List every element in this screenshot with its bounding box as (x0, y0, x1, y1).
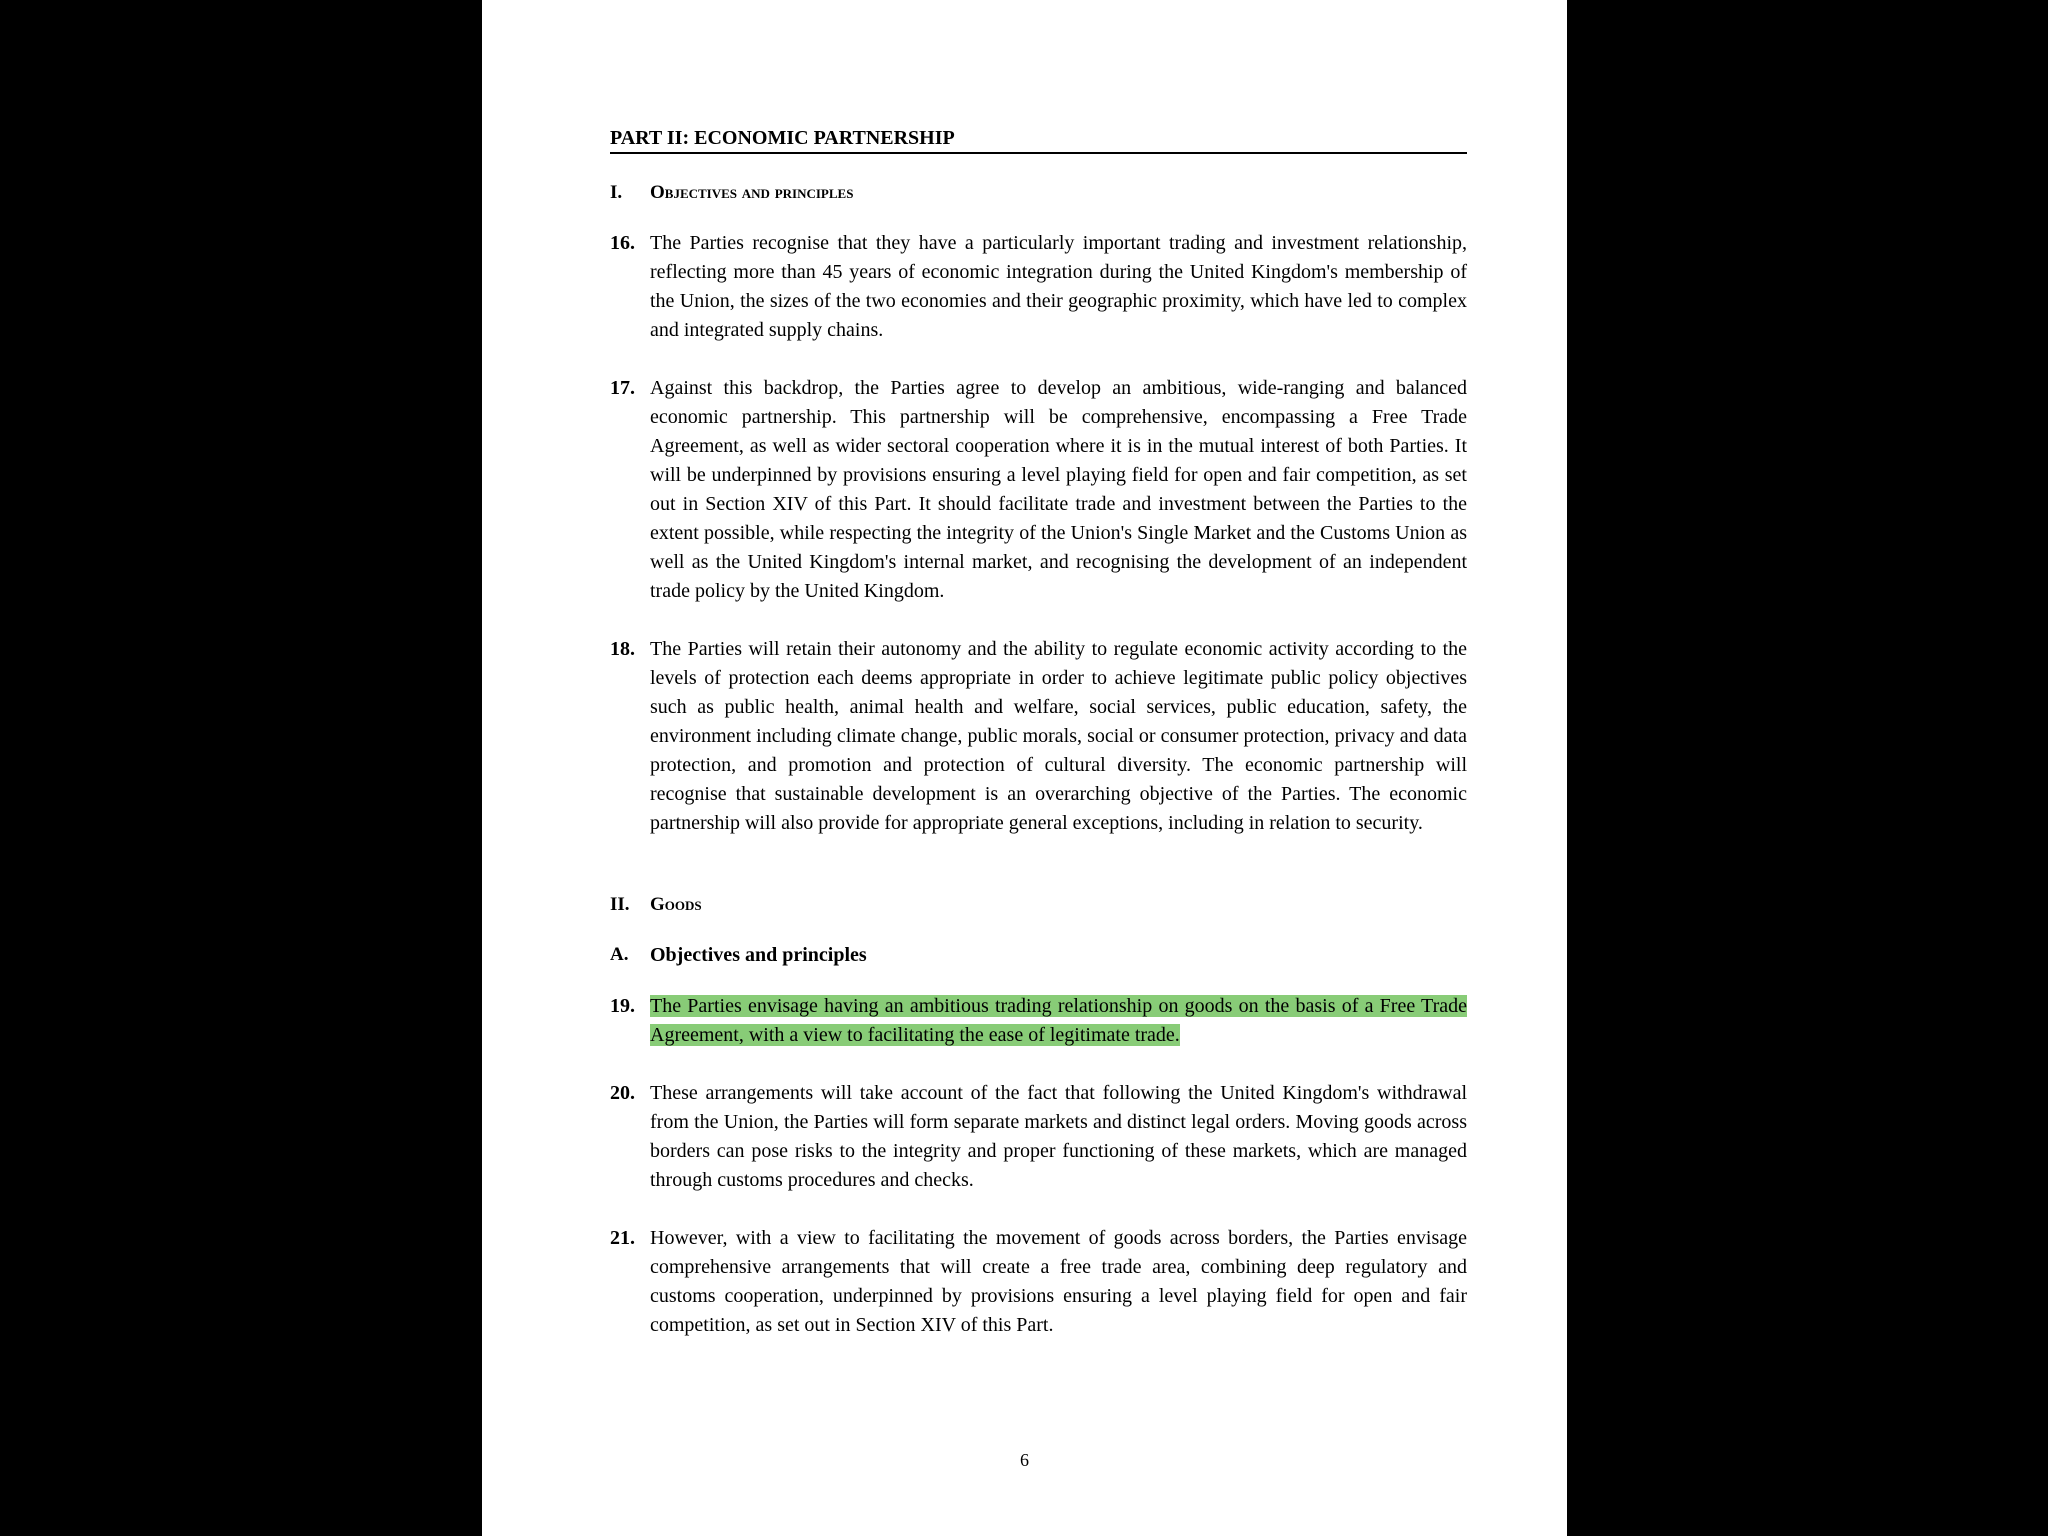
paragraph-number: 16. (610, 232, 635, 254)
subsection-letter: A. (610, 944, 629, 965)
paragraph-20 (610, 1079, 1467, 1195)
document-page (482, 0, 1567, 1536)
subsection-title: Objectives and principles (650, 944, 867, 966)
paragraph-number: 20. (610, 1082, 635, 1104)
paragraph-text: These arrangements will take account of the fact that following the United Kingdom's withdrawal from the Union, the Parties will form separate markets and distinct legal orders. Moving goods across borders can pose risks to the integrity and proper functioning of these markets, which are managed through customs procedures and checks. (650, 1082, 1467, 1191)
section-heading-goods (610, 891, 1467, 919)
section-number: II. (610, 894, 630, 915)
paragraph-text: The Parties recognise that they have a particularly important trading and investment relationship, reflecting more than 45 years of economic integration during the United Kingdom's membership of the Union, the sizes of the two economies and their geographic proximity, which have led to complex and integrated supply chains. (650, 232, 1467, 341)
paragraph-text: Against this backdrop, the Parties agree to develop an ambitious, wide-ranging and balanced economic partnership. This partnership will be comprehensive, encompassing a Free Trade Agreement, as well as wider sectoral cooperation where it is in the mutual interest of both Parties. It will be underpinned by provisions ensuring a level playing field for open and fair competition, as set out in Section XIV of this Part. It should facilitate trade and investment between the Parties to the extent possible, while respecting the integrity of the Union's Single Market and the Customs Union as well as the United Kingdom's internal market, and recognising the development of an independent trade policy by the United Kingdom. (650, 377, 1467, 602)
paragraph-19-highlighted (610, 992, 1467, 1050)
section-title: Goods (650, 894, 702, 915)
paragraph-number-text: 19. (610, 995, 635, 1017)
section-number: I. (610, 182, 623, 203)
paragraph-number (610, 992, 635, 1021)
paragraph-number: 17. (610, 377, 635, 399)
paragraph-number: 21. (610, 1227, 635, 1249)
paragraph-21 (610, 1224, 1467, 1340)
paragraph-text: However, with a view to facilitating the movement of goods across borders, the Parties envisage comprehensive arrangements that will create a free trade area, combining deep regulatory and customs cooperation, underpinned by provisions ensuring a level playing field for open and fair competition, as set out in Section XIV of this Part. (650, 1227, 1467, 1336)
section-title: Objectives and principles (650, 182, 854, 203)
paragraph-17 (610, 374, 1467, 606)
paragraph-16 (610, 229, 1467, 345)
section-heading-objectives (610, 179, 1467, 207)
subsection-heading-objectives (610, 941, 1467, 969)
part-title: PART II: ECONOMIC PARTNERSHIP (610, 124, 1467, 154)
paragraph-18 (610, 635, 1467, 838)
page-number: 6 (1020, 1450, 1029, 1470)
paragraph-text: The Parties will retain their autonomy and the ability to regulate economic activity according to the levels of protection each deems appropriate in order to achieve legitimate public policy objectives such as public health, animal health and welfare, social services, public education, safety, the environment including climate change, public morals, social or consumer protection, privacy and data protection, and promotion and protection of cultural diversity. The economic partnership will recognise that sustainable development is an overarching objective of the Parties. The economic partnership will also provide for appropriate general exceptions, including in relation to security. (650, 638, 1467, 834)
highlighted-text: The Parties envisage having an ambitious trading relationship on goods on the basis of a Free Trade Agreement, with a view to facilitating the ease of legitimate trade. (650, 995, 1467, 1046)
paragraph-number: 18. (610, 638, 635, 660)
paragraph-text (650, 992, 1467, 1050)
